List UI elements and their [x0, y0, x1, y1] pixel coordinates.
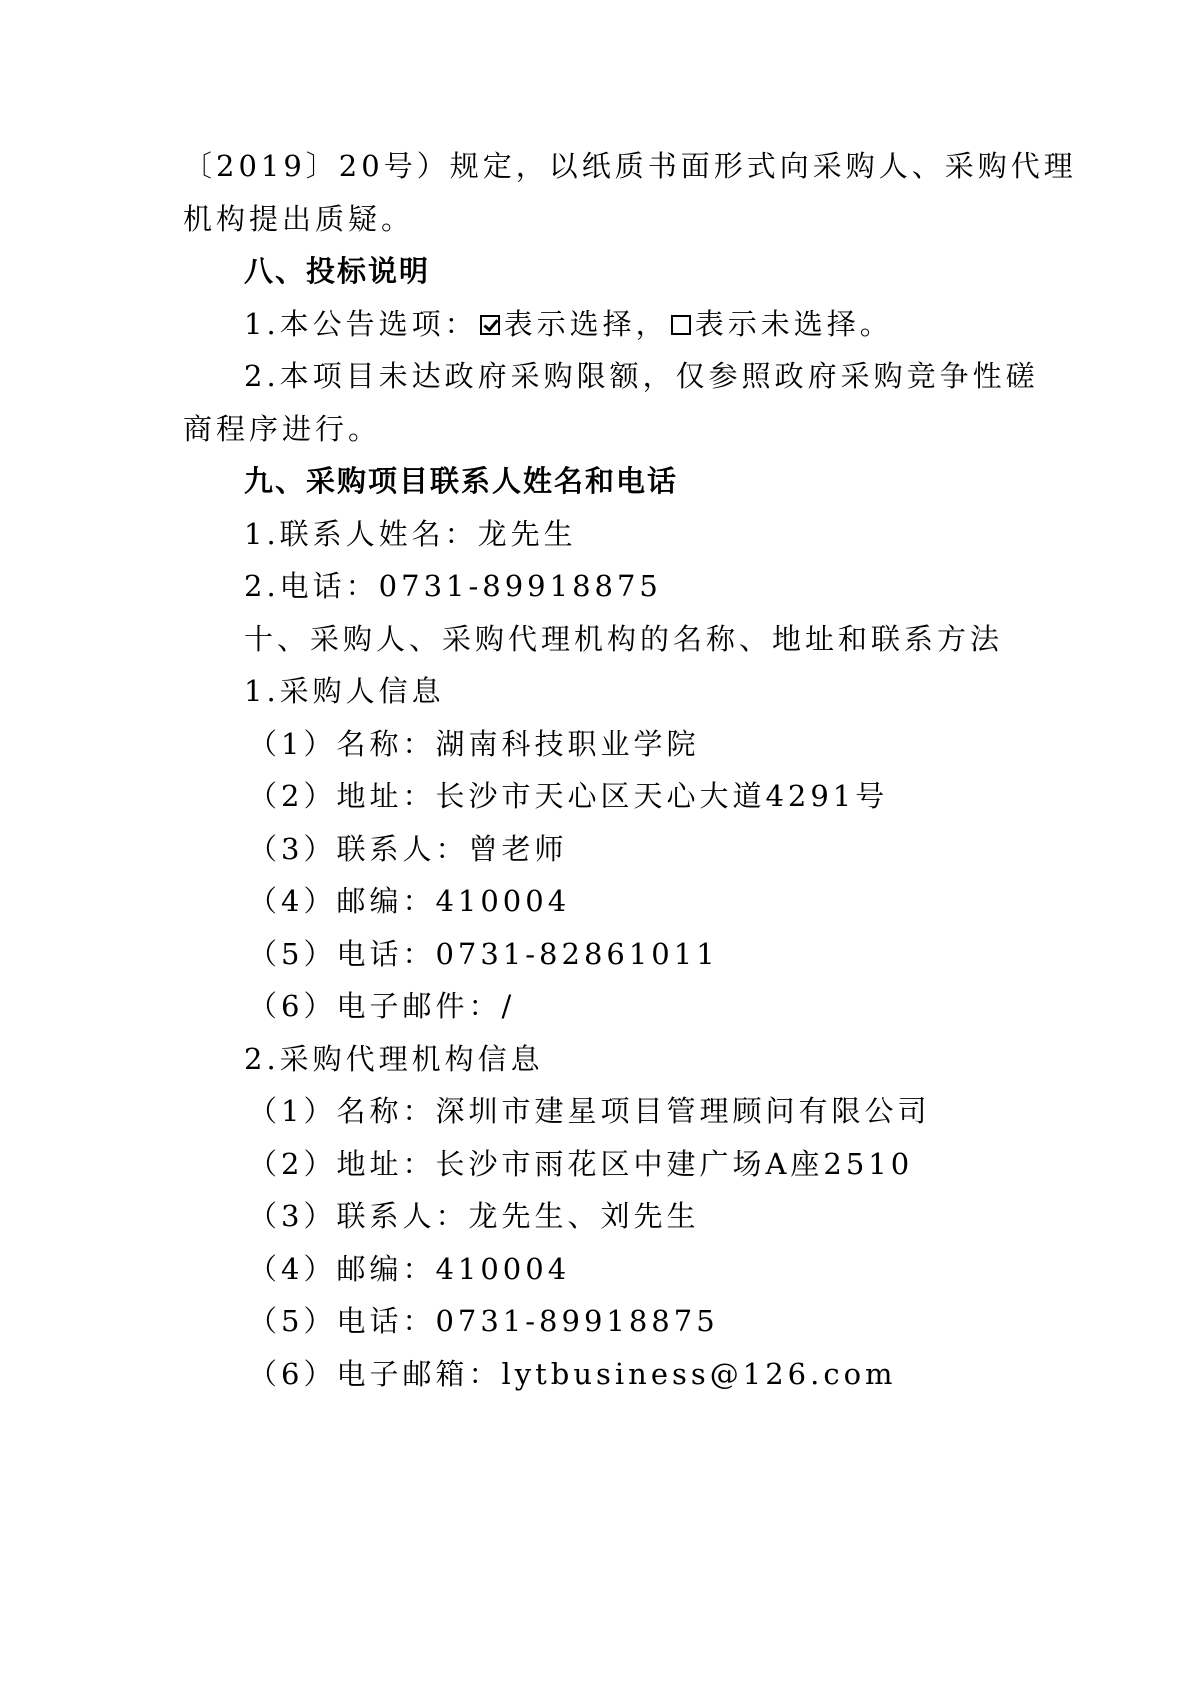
purchaser-postcode: （4）邮编：410004	[248, 884, 571, 918]
section-8-heading: 八、投标说明	[244, 254, 431, 288]
section-8-item-2-line-1: 2.本项目未达政府采购限额，仅参照政府采购竞争性磋	[244, 359, 1039, 393]
intro-line-1: 〔2019〕20号）规定，以纸质书面形式向采购人、采购代理	[183, 149, 1077, 183]
checked-box-icon	[480, 315, 500, 335]
agency-name: （1）名称：深圳市建星项目管理顾问有限公司	[248, 1094, 931, 1128]
unchecked-box-icon	[671, 315, 691, 335]
purchaser-address: （2）地址：长沙市天心区天心大道4291号	[248, 779, 889, 813]
intro-line-2: 机构提出质疑。	[183, 202, 415, 236]
section-9-contact-name: 1.联系人姓名：龙先生	[244, 517, 577, 551]
agency-title: 2.采购代理机构信息	[244, 1042, 544, 1076]
agency-postcode: （4）邮编：410004	[248, 1252, 571, 1286]
purchaser-title: 1.采购人信息	[244, 674, 445, 708]
agency-contact: （3）联系人：龙先生、刘先生	[248, 1199, 700, 1233]
checked-meaning: 表示选择，	[503, 307, 669, 341]
section-9-heading: 九、采购项目联系人姓名和电话	[244, 464, 679, 498]
section-10-heading: 十、采购人、采购代理机构的名称、地址和联系方法	[244, 622, 1004, 656]
agency-address: （2）地址：长沙市雨花区中建广场A座2510	[248, 1147, 914, 1181]
purchaser-name: （1）名称：湖南科技职业学院	[248, 727, 700, 761]
section-8-item-1	[244, 306, 893, 342]
unchecked-meaning: 表示未选择。	[694, 307, 893, 341]
options-label: 1.本公告选项：	[244, 307, 478, 341]
agency-phone: （5）电话：0731-89918875	[248, 1304, 719, 1338]
purchaser-email: （6）电子邮件：/	[248, 989, 516, 1023]
agency-email: （6）电子邮箱：lytbusiness@126.com	[248, 1357, 897, 1391]
section-8-item-2-line-2: 商程序进行。	[183, 412, 382, 446]
purchaser-phone: （5）电话：0731-82861011	[248, 937, 719, 971]
purchaser-contact: （3）联系人：曾老师	[248, 832, 568, 866]
section-9-phone: 2.电话：0731-89918875	[244, 569, 662, 603]
